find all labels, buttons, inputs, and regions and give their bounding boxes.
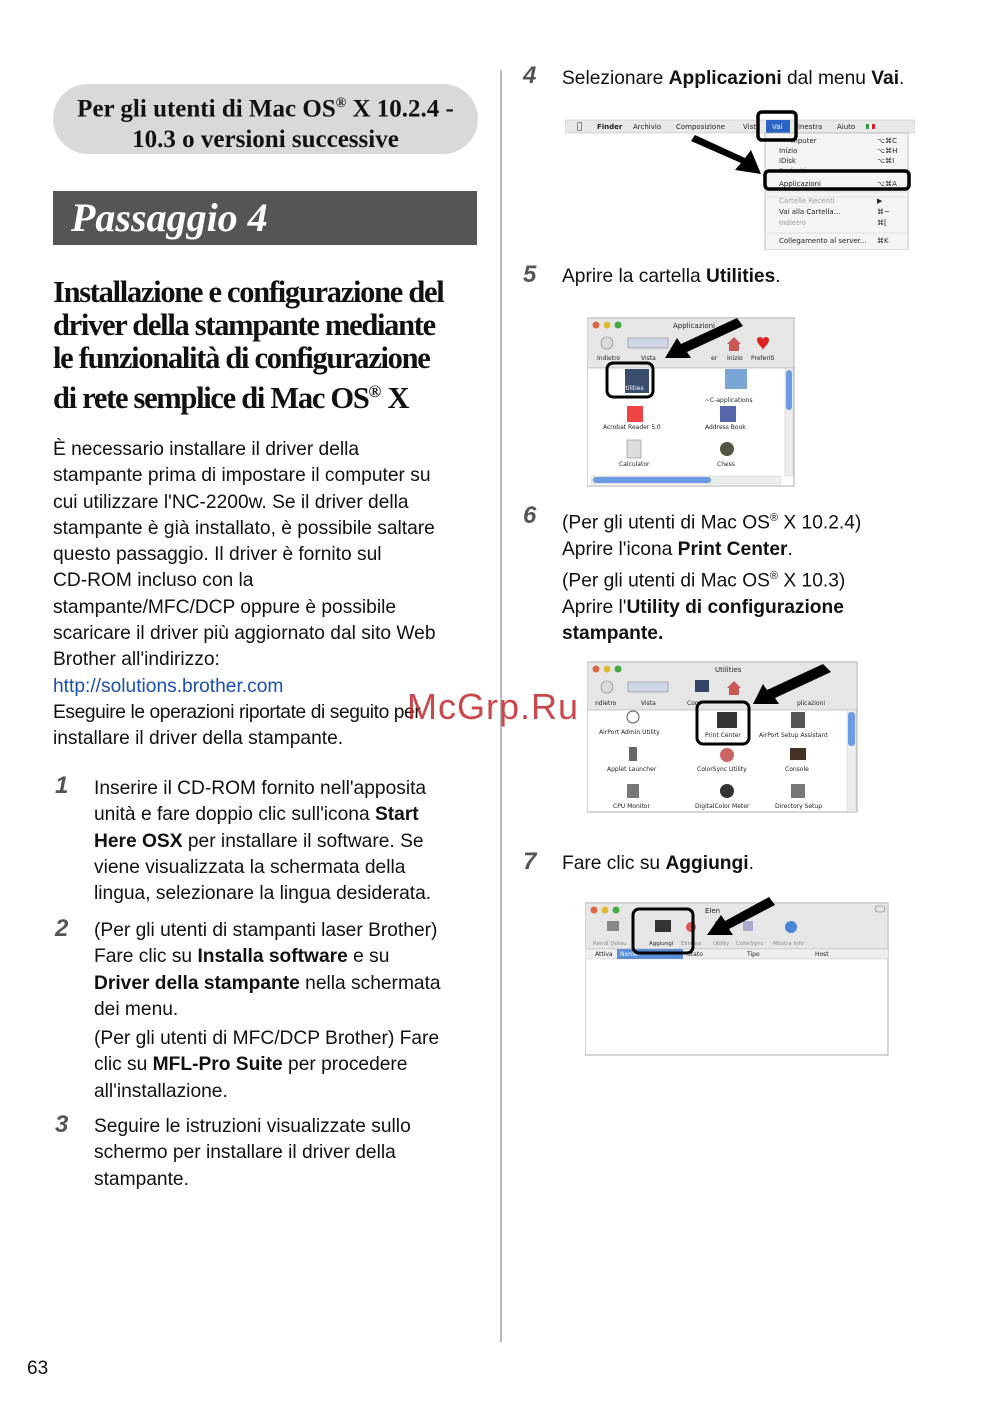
icon-label: AirPort Admin Utility [599,729,660,736]
watermark: McGrp.Ru [407,686,580,727]
step-line: X 10.2.4) [778,512,862,534]
toolbar-label: ColorSync [736,941,764,947]
step-line: Aprire l'icona [562,538,678,560]
toolbar-label: ndietro [595,700,617,707]
intro-line: questo passaggio. Il driver è fornito sul [53,544,382,566]
toolbar-label: Aggiungi [649,941,674,947]
minimize-icon [604,666,611,673]
directory-setup-icon [791,784,805,798]
menu-finestra: inestra [798,123,823,131]
step-line: dei menu. [94,998,179,1020]
pill-text: Per gli utenti di Mac OS [77,95,336,123]
step-number: 7 [523,848,537,875]
icon-label: Utilities [621,385,644,392]
vai-label: Vai [871,68,900,89]
airport-setup-icon [791,712,805,728]
toolbar-label: Inizio [727,355,743,362]
step-number: 3 [55,1111,69,1138]
menu-shortcut: ⌥⌘A [877,180,897,188]
pill-text: X 10.2.4 - [346,95,454,123]
column-label[interactable]: Host [815,951,829,958]
toolbar-label: er [711,355,718,362]
step-line: (Per gli utenti di Mac OS [562,512,770,534]
step-line: Aprire l' [562,596,627,618]
menu-shortcut: ⌘~ [877,208,890,216]
view-icon [628,682,668,692]
menu-shortcut: ⌥⌘H [877,147,898,155]
step-line: Fare clic su [562,853,666,874]
applications-window-screenshot [587,316,797,488]
icon-label: Print Center [705,732,741,739]
zoom-icon [615,322,622,329]
vai-menu-screenshot [565,110,915,250]
intro-line: installare il driver della stampante. [53,728,344,750]
step-6-text [562,505,982,647]
window-title: Utilities [715,666,742,674]
minimize-icon [602,907,609,914]
step-line: all'installazione. [94,1080,228,1102]
step-number: 4 [523,62,537,89]
back-icon [601,681,613,693]
zoom-icon [613,907,620,914]
intro-line: cui utilizzare l'NC-2200w. Se il driver della [53,491,409,513]
applet-icon [629,747,637,761]
toolbar-label: Com [687,700,701,707]
menu-shortcut: ⌥⌘I [877,157,895,165]
close-icon [593,666,600,673]
cpu-monitor-icon [627,784,639,798]
step-4-text [562,66,904,92]
step-line: e su [347,946,390,968]
step-line: Seguire le istruzioni visualizzate sullo [94,1116,411,1137]
toolbar-label: Elimina [681,941,702,947]
printer-list-screenshot [585,895,890,1057]
print-center-label: Print Center [677,538,788,560]
utilities-label: Utilities [705,266,776,287]
icon-label: AirPort Setup Assistant [759,732,828,739]
icon-label: Directory Setup [775,803,823,810]
step-line: Fare clic su [94,946,198,968]
step-line: nella schermata [299,972,441,994]
print-center-icon [717,712,737,728]
step-line: (Per gli utenti di stampanti laser Brother) [94,920,438,941]
step-line: . [775,266,781,287]
intro-line: Eseguire le operazioni riportate di seguito per [53,701,421,723]
menu-item[interactable]: Preferiti [779,167,807,175]
info-icon [785,921,797,933]
icon-label: Applet Launcher [607,766,657,773]
intro-line: Brother all'indirizzo: [53,649,220,671]
zoom-icon [615,666,622,673]
step-line: . [899,68,905,89]
icon-label: Calculator [619,461,650,468]
step-line: Inserire il CD-ROM fornito nell'apposita [94,778,427,799]
colorsync-icon [743,921,753,931]
menu-shortcut: ⌥⌘C [877,137,897,145]
start-icon-label: Start [374,804,419,826]
colorsync-icon [720,748,734,762]
registered-mark: ® [335,96,347,111]
menu-item[interactable]: Applicazioni [779,180,821,188]
column-label[interactable]: Nome [620,951,638,958]
menu-composizione: Composizione [676,123,725,131]
menu-item[interactable]: Inizio [779,147,798,155]
utilities-window-screenshot [587,660,859,815]
step-number: 5 [523,261,537,288]
step-number: 1 [55,772,69,799]
acrobat-icon [627,406,643,422]
step-line: per procedere [282,1054,408,1076]
folder-icon [725,369,747,389]
step-line: clic su [94,1054,153,1076]
heading-line: driver della stampante mediante [53,308,435,342]
menu-item[interactable]: Cartelle Recenti [779,197,835,205]
intro-line: stampante/MFC/DCP oppure è possibile [53,596,397,618]
page-number: 63 [27,1358,49,1379]
menu-item[interactable]: Vai alla Cartella... [779,208,841,216]
step-title-bar: Passaggio 4 [53,191,477,245]
aggiungi-label: Aggiungi [665,853,749,874]
step-line: . [787,538,793,560]
step-line: (Per gli utenti di Mac OS [562,570,770,592]
applicazioni-label: Applicazioni [668,68,782,89]
step-line: . [748,853,754,874]
menu-item[interactable]: Collegamento al server... [779,237,867,245]
menu-item[interactable]: iDisk [779,157,796,165]
install-software-label: Installa software [197,946,348,968]
arrow-icon [691,135,761,174]
apple-menu-icon [577,122,582,132]
step-line: lingua, selezionare la lingua desiderata. [94,883,432,905]
flag-icon [866,124,869,129]
intro-line: stampante prima di impostare il computer su [53,465,431,487]
step-line: (Per gli utenti di MFC/DCP Brother) Fare [94,1028,440,1050]
registered-mark: ® [769,569,779,582]
column-label[interactable]: Stato [687,951,703,958]
intro-line: stampante è già installato, è possibile saltare [53,517,435,539]
toolbar-label: Indietro [597,355,621,362]
step-7-text [562,851,754,877]
icon-label: CPU Monitor [613,803,650,810]
icon-label: Acrobat Reader 5.0 [603,424,661,431]
window-title: Elen [705,907,721,915]
toolbar-label: Vista [641,700,656,707]
step-line: per installare il software. Se [182,830,424,852]
intro-line: scaricare il driver più aggiornato dal sito Web [53,623,436,645]
step-number: 6 [523,502,537,529]
step-line: stampante. [94,1168,189,1190]
chess-icon [720,442,734,456]
toolbar-label: Preferiti [751,355,775,362]
step-line: Aprire la cartella [562,266,706,287]
calculator-icon [627,440,641,458]
icon-label: Chess [717,461,735,468]
brother-solutions-link[interactable]: http://solutions.brother.com [53,675,284,697]
column-label[interactable]: Tipo [747,951,760,958]
printer-setup-utility-label: Utility di configurazione [626,596,844,618]
step-3-text [94,1114,489,1193]
heading-line: Installazione e configurazione del [53,275,444,309]
section-heading [53,276,493,415]
console-icon [790,748,806,760]
scroll-thumb[interactable] [786,370,792,410]
menu-shortcut: ⌘[ [877,219,887,227]
minimize-icon [604,322,611,329]
step-2-text [94,918,489,1105]
registered-mark: ® [769,512,779,524]
printer-setup-utility-label: stampante. [562,622,664,644]
computer-icon [695,680,709,692]
step-line: Selezionare [562,68,669,89]
menu-item[interactable]: mputer [791,137,817,145]
scroll-thumb[interactable] [848,712,855,746]
close-icon [591,907,598,914]
heading-line: le funzionalità di configurazione [53,341,430,375]
menu-finder: Finder [597,123,623,131]
step-number: 2 [55,915,69,942]
icon-label: Address Book [705,424,746,431]
close-icon [593,322,600,329]
menu-shortcut: ⌘K [877,237,889,245]
toolbar-label: Rendi Defau [593,941,627,947]
menu-aiuto: Aiuto [837,123,856,131]
view-icon [628,338,668,348]
column-label[interactable]: Attiva [595,951,613,958]
icon-label: ~C-applications [705,397,753,404]
window-title: Applicazioni [673,322,715,330]
step-5-text [562,264,781,290]
toolbar-label: Mostra Info [773,941,804,947]
menu-archivio: Archivio [633,123,662,131]
heading-line: X [381,381,409,416]
menu-item[interactable]: Indietro [779,219,806,227]
icon-label: ColorSync Utility [697,766,747,773]
default-printer-icon [607,921,619,931]
toolbar-label: Vista [641,355,656,362]
add-printer-icon [655,920,671,932]
icon-label: Console [785,766,809,773]
step-line: viene visualizzata la schermata della [94,856,406,878]
printer-driver-label: Driver della stampante [94,972,300,994]
step-line: X 10.3) [778,570,846,592]
section-pill [53,84,478,154]
menu-shortcut: ▶ [877,197,883,205]
digitalcolor-icon [720,784,734,798]
start-icon-label: Here OSX [94,830,183,852]
address-book-icon [720,406,736,422]
registered-mark: ® [368,382,382,401]
step-1-text [94,776,489,907]
menu-vai: Vai [772,123,783,131]
mfl-pro-label: MFL-Pro Suite [152,1054,283,1076]
back-icon [601,337,613,349]
icon-label: DigitalColor Meter [695,803,750,810]
intro-line: CD-ROM incluso con la [53,570,254,592]
pill-text: 10.3 o versioni successive [132,126,399,154]
step-line: unità e fare doppio clic sull'icona [94,804,375,826]
heading-line: di rete semplice di Mac OS [53,381,369,416]
toolbar-label: plicazioni [797,700,826,707]
step-line: dal menu [781,68,872,89]
toolbar-label: Utility [713,941,730,947]
step-line: schermo per installare il driver della [94,1142,396,1164]
menu-vista: Vist [743,123,756,131]
intro-line: È necessario installare il driver della [53,439,360,460]
